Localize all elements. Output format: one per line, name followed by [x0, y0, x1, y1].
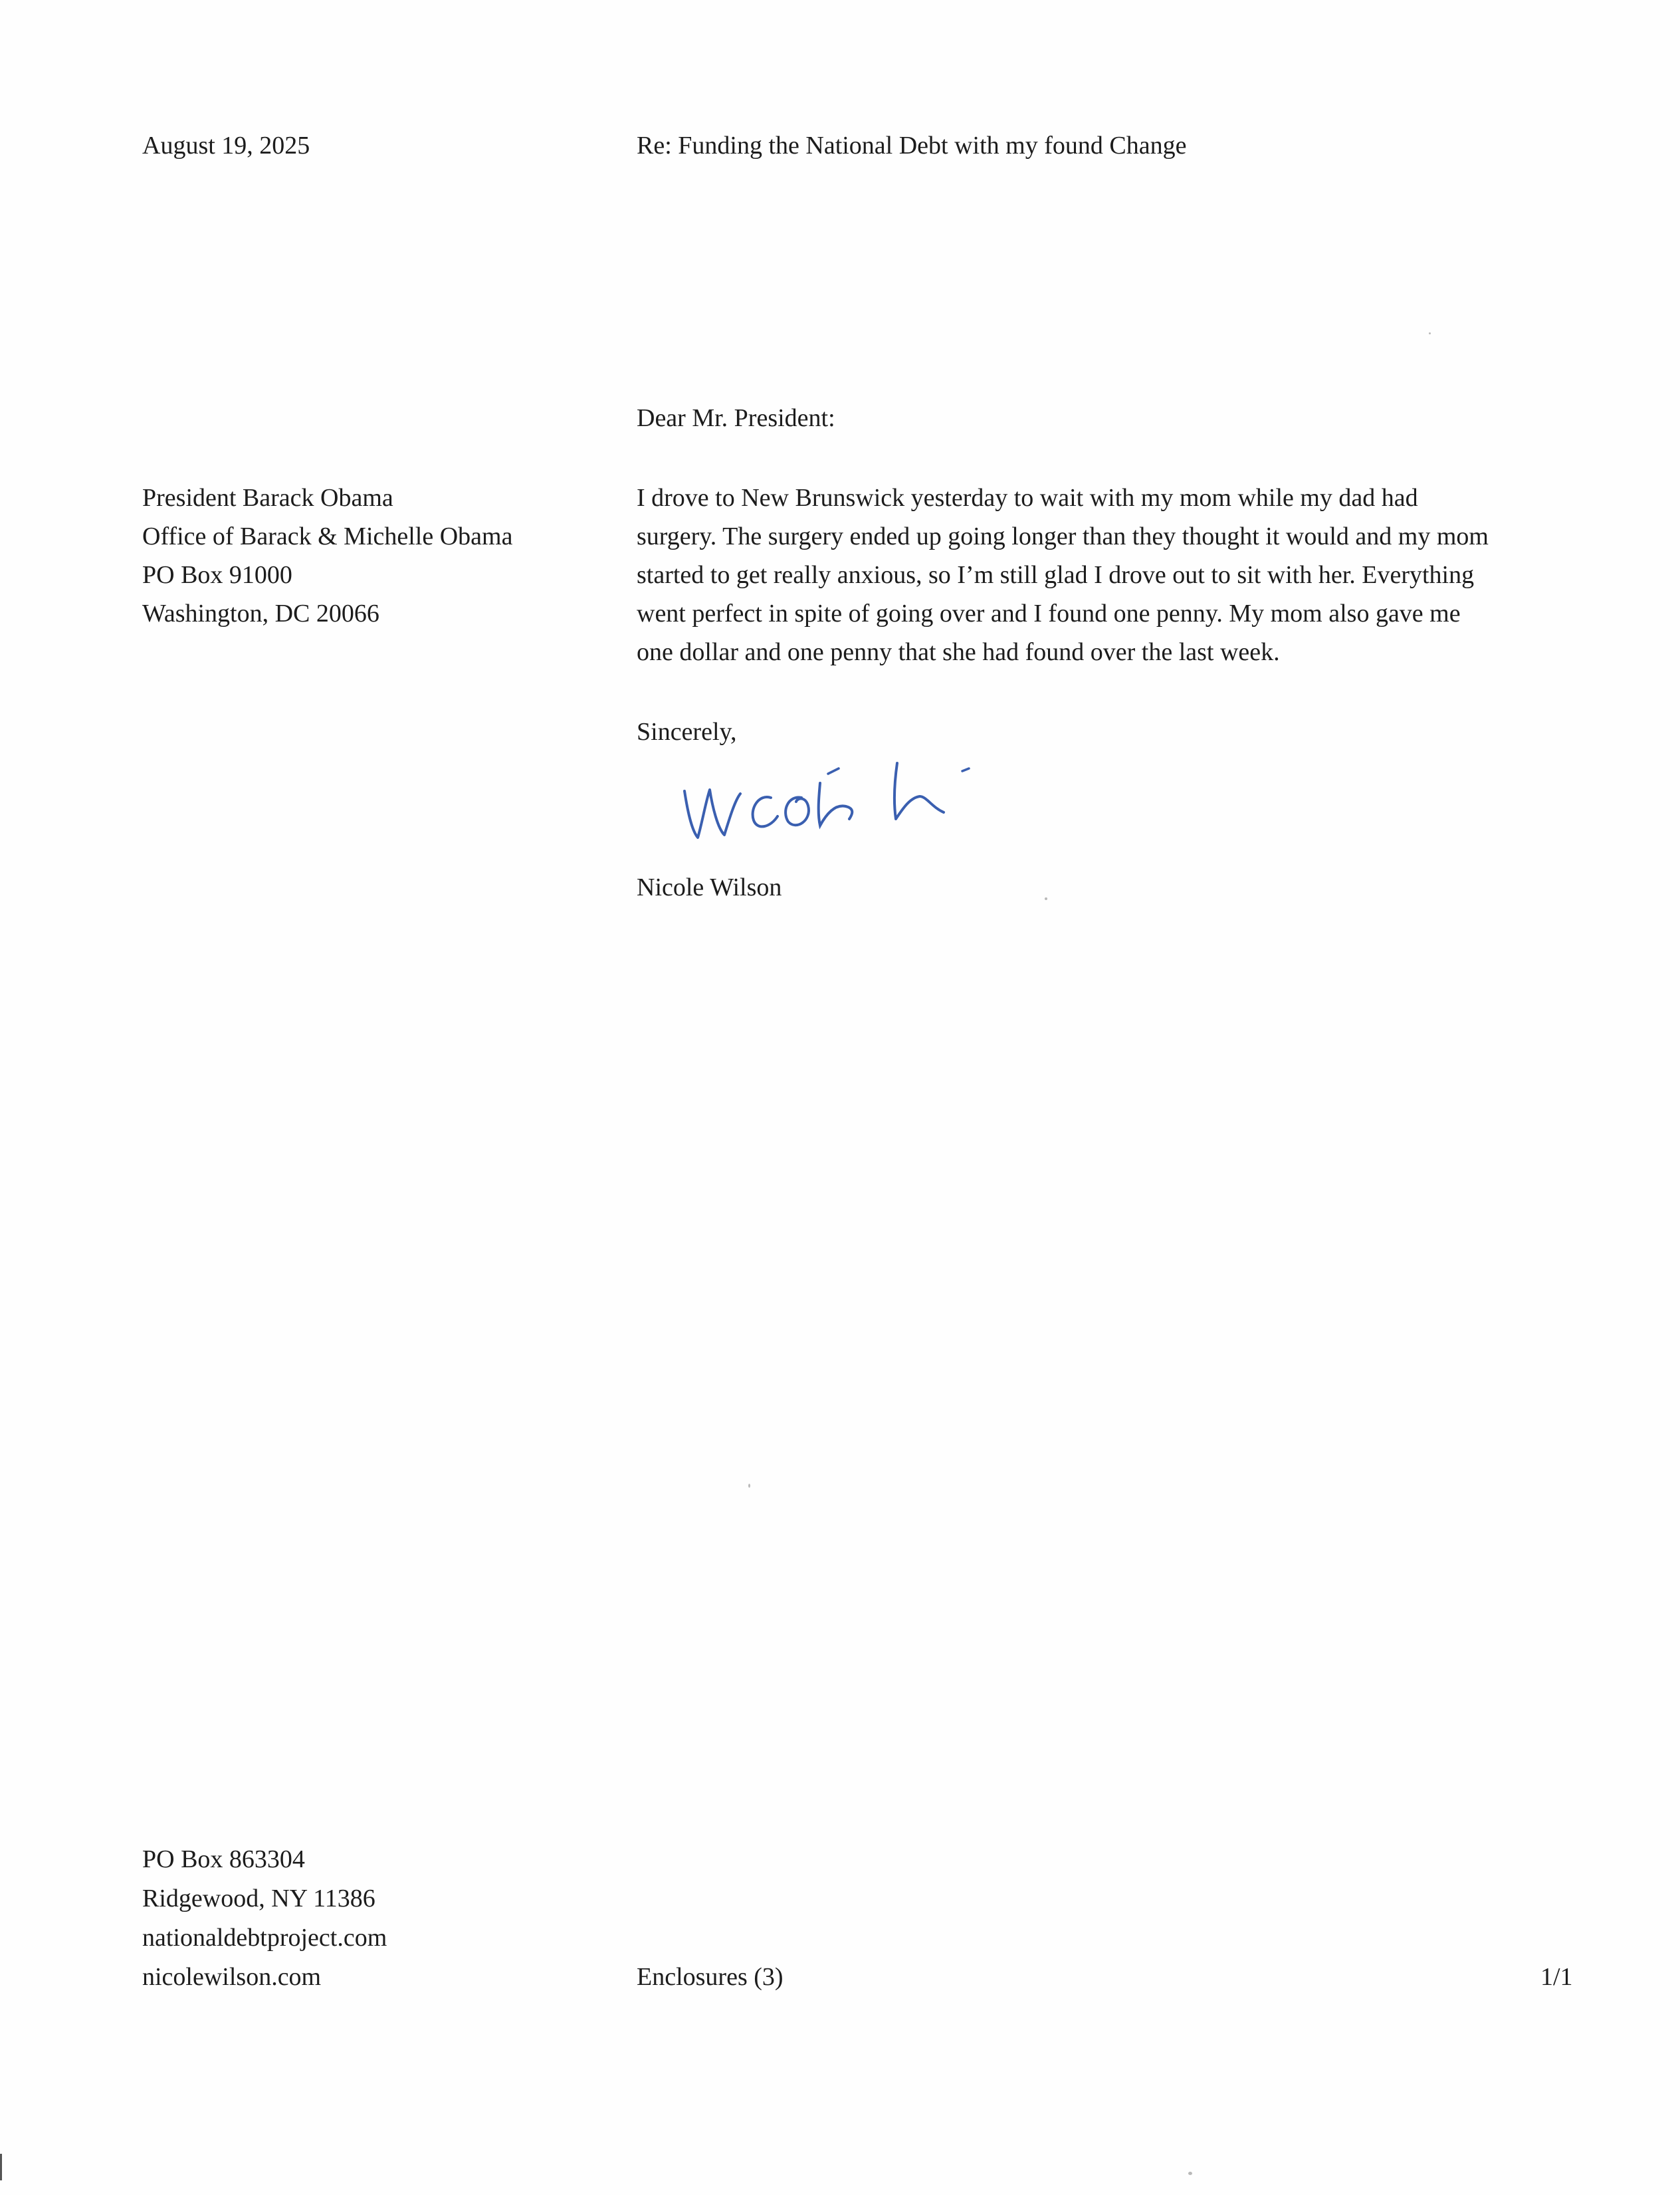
body-line: went perfect in spite of going over and I found one penny. My mom also gave me [637, 600, 1461, 628]
salutation: Dear Mr. President: [637, 404, 835, 432]
sender-line: nicolewilson.com [142, 1963, 322, 1991]
closing: Sincerely, [637, 718, 737, 746]
recipient-address [142, 479, 512, 633]
enclosures-note: Enclosures (3) [637, 1963, 784, 1991]
body-line: I drove to New Brunswick yesterday to wait with my mom while my dad had [637, 484, 1418, 512]
sender-line: PO Box 863304 [142, 1845, 305, 1873]
page-number: 1/1 [1540, 1963, 1573, 1991]
recipient-line: President Barack Obama [142, 484, 393, 512]
scan-speck [1045, 897, 1047, 900]
recipient-line: PO Box 91000 [142, 561, 292, 589]
scan-speck [1429, 332, 1431, 334]
sender-address [142, 1840, 387, 1997]
sender-line: nationaldebtproject.com [142, 1924, 387, 1952]
letter-body [637, 479, 1580, 671]
handwritten-signature [671, 750, 977, 850]
scan-speck [1188, 2172, 1192, 2175]
scan-speck [748, 1484, 750, 1488]
body-line: surgery. The surgery ended up going longer than they thought it would and my mom [637, 522, 1489, 550]
scan-edge-mark [0, 2154, 2, 2180]
body-line: one dollar and one penny that she had found over the last week. [637, 638, 1280, 666]
recipient-line: Washington, DC 20066 [142, 600, 379, 628]
recipient-line: Office of Barack & Michelle Obama [142, 522, 513, 550]
body-line: started to get really anxious, so I’m still glad I drove out to sit with her. Everything [637, 561, 1475, 589]
sender-line: Ridgewood, NY 11386 [142, 1885, 375, 1912]
letter-date: August 19, 2025 [142, 132, 310, 160]
signer-name: Nicole Wilson [637, 873, 782, 901]
letter-subject: Re: Funding the National Debt with my found Change [637, 132, 1187, 160]
